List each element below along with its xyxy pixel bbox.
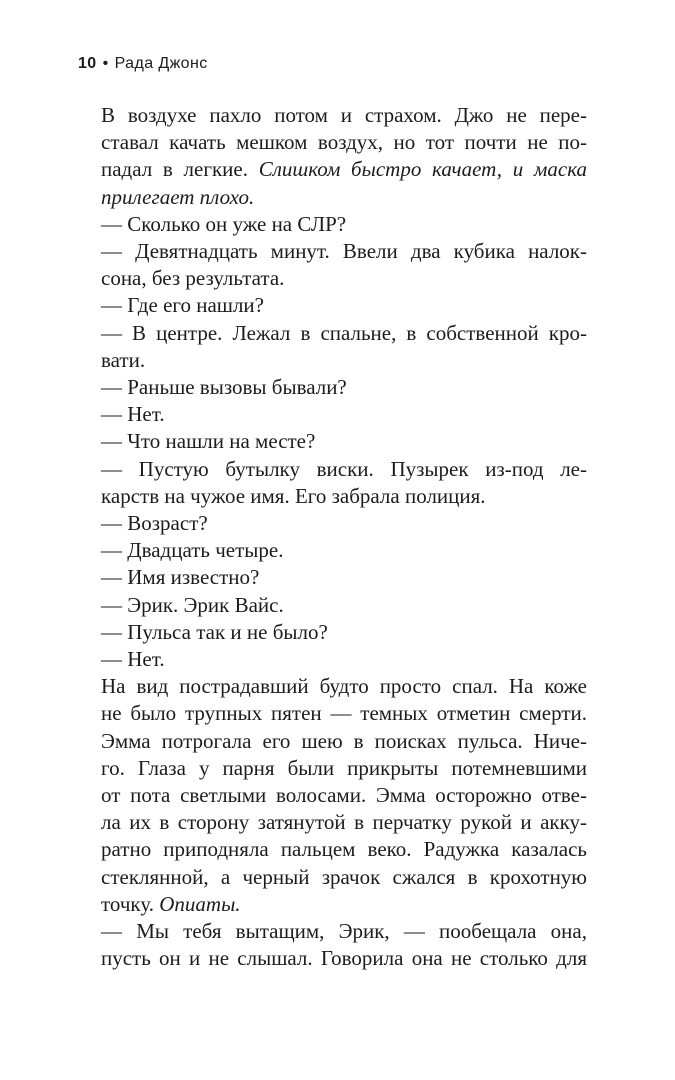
text-line [101, 782, 587, 809]
text-segment: вати. [101, 347, 146, 372]
book-page [78, 54, 587, 973]
text-segment: На вид пострадавший будто просто спал. На коже [101, 674, 587, 699]
text-line [101, 945, 587, 972]
text-line [101, 292, 587, 319]
text-line [101, 374, 587, 401]
text-segment: — Раньше вызовы бывали? [101, 375, 347, 400]
italic-text: прилегает плохо. [101, 184, 255, 209]
text-line [101, 918, 587, 945]
text-line [101, 564, 587, 591]
author-name: Рада Джонс [114, 55, 208, 72]
text-line [101, 728, 587, 755]
text-line [101, 592, 587, 619]
text-line [101, 755, 587, 782]
header-separator: • [102, 55, 109, 72]
text-segment: — Имя известно? [101, 565, 260, 590]
text-line [101, 510, 587, 537]
text-line [101, 156, 587, 183]
text-segment: стеклянной, а черный зрачок сжался в крохотную [101, 864, 587, 889]
text-line [101, 184, 587, 211]
body-text [101, 102, 587, 973]
text-segment: — Нет. [101, 647, 165, 672]
text-line [101, 891, 587, 918]
text-segment: ставал качать мешком воздух, но тот почти не по- [101, 130, 587, 155]
text-segment: — Где его нашли? [101, 293, 264, 318]
text-segment: Эмма потрогала его шею в поисках пульса. Ниче- [101, 728, 587, 753]
text-line [101, 428, 587, 455]
text-segment: — Сколько он уже на СЛР? [101, 211, 347, 236]
text-line [101, 401, 587, 428]
text-segment: — Возраст? [101, 511, 208, 536]
text-line [101, 265, 587, 292]
text-segment: сона, без результата. [101, 266, 285, 291]
text-segment: точку. [101, 891, 160, 916]
text-line [101, 456, 587, 483]
text-segment: — Эрик. Эрик Вайс. [101, 592, 284, 617]
text-line [101, 102, 587, 129]
text-segment: падал в легкие. [101, 157, 259, 182]
text-segment: го. Глаза у парня были прикрыты потемневшими [101, 755, 587, 780]
page-number: 10 [78, 55, 97, 72]
text-line [101, 700, 587, 727]
text-segment: — Двадцать четыре. [101, 538, 284, 563]
running-head [78, 54, 587, 74]
text-line [101, 211, 587, 238]
text-segment: — Что нашли на месте? [101, 429, 316, 454]
text-segment: — Девятнадцать минут. Ввели два кубика налок- [101, 239, 587, 264]
text-line [101, 673, 587, 700]
text-line [101, 238, 587, 265]
text-segment: карств на чужое имя. Его забрала полиция. [101, 483, 486, 508]
text-segment: — В центре. Лежал в спальне, в собственной кро- [101, 320, 587, 345]
text-segment: ратно приподняла пальцем веко. Радужка казалась [101, 837, 587, 862]
text-line [101, 646, 587, 673]
italic-text: Слишком быстро качает, и маска [258, 157, 587, 182]
text-segment: — Пульса так и не было? [101, 619, 328, 644]
text-segment: — Мы тебя вытащим, Эрик, — пообещала она, [101, 919, 587, 944]
text-segment: ла их в сторону затянутой в перчатку рукой и акку- [101, 810, 587, 835]
text-line [101, 836, 587, 863]
text-line [101, 483, 587, 510]
text-line [101, 320, 587, 347]
text-segment: В воздухе пахло потом и страхом. Джо не пере- [101, 103, 587, 127]
text-line [101, 537, 587, 564]
italic-text: Опиаты. [159, 891, 241, 916]
text-line [101, 809, 587, 836]
text-line [101, 129, 587, 156]
text-segment: — Пустую бутылку виски. Пузырек из-под ле- [101, 456, 587, 481]
text-line [101, 347, 587, 374]
text-segment: пусть он и не слышал. Говорила она не столько для [101, 946, 587, 971]
text-line [101, 864, 587, 891]
text-segment: — Нет. [101, 402, 165, 427]
text-line [101, 619, 587, 646]
text-segment: не было трупных пятен — темных отметин смерти. [101, 701, 587, 726]
text-segment: от пота светлыми волосами. Эмма осторожно отве- [101, 783, 587, 808]
